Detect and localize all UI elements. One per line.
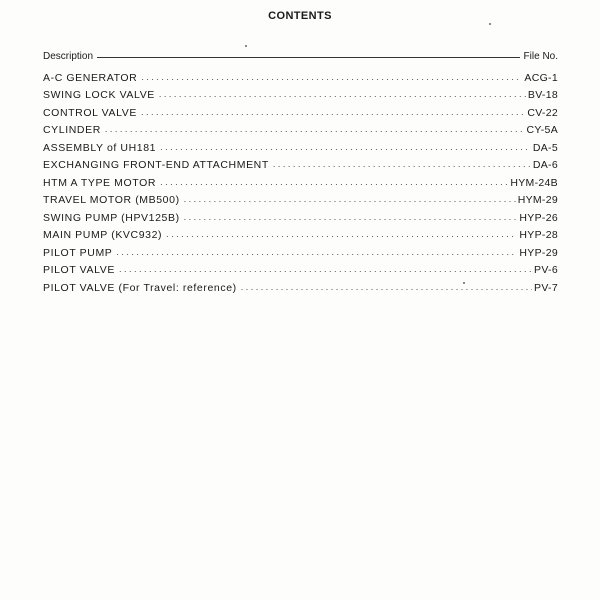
entry-name: PILOT VALVE (For Travel: reference) (43, 281, 237, 294)
dot-leader (105, 124, 525, 134)
dot-leader (160, 142, 531, 152)
entry-file-no: HYM-24B (510, 176, 558, 189)
toc-entry (43, 136, 558, 154)
page-title: CONTENTS (268, 10, 332, 22)
toc-entry (43, 276, 558, 294)
dot-leader (273, 159, 531, 169)
scan-speck (245, 45, 247, 47)
scan-speck (489, 23, 491, 25)
dot-leader (184, 194, 516, 204)
toc-list (43, 66, 558, 294)
entry-name: ASSEMBLY of UH181 (43, 141, 157, 154)
entry-file-no: DA-5 (532, 141, 558, 154)
entry-file-no: HYP-29 (519, 246, 558, 259)
entry-file-no: HYM-29 (517, 194, 558, 206)
entry-name: MAIN PUMP (KVC932) (43, 229, 163, 241)
entry-file-no: CV-22 (527, 106, 558, 119)
dot-leader (166, 229, 517, 239)
toc-entry (43, 154, 558, 172)
entry-name: CONTROL VALVE (43, 106, 137, 119)
entry-name: A-C GENERATOR (43, 71, 138, 84)
entry-file-no: PV-7 (534, 281, 558, 294)
toc-entry (43, 119, 558, 137)
entry-name: SWING LOCK VALVE (43, 89, 155, 101)
toc-entry (43, 171, 558, 189)
toc-entry (43, 189, 558, 207)
dot-leader (116, 247, 517, 257)
entry-file-no: CY-5A (526, 124, 558, 136)
file-no-header: File No. (523, 51, 558, 62)
entry-name: TRAVEL MOTOR (MB500) (43, 194, 180, 206)
toc-entry (43, 241, 558, 259)
entry-file-no: HYP-28 (519, 229, 558, 241)
dot-leader (160, 177, 508, 187)
entry-file-no: ACG-1 (524, 71, 558, 84)
entry-file-no: BV-18 (527, 89, 558, 101)
entry-name: PILOT PUMP (43, 246, 113, 259)
toc-entry (43, 206, 558, 224)
scan-speck (463, 282, 465, 284)
entry-name: SWING PUMP (HPV125B) (43, 211, 180, 224)
entry-file-no: HYP-26 (519, 211, 558, 224)
entry-file-no: PV-6 (534, 264, 558, 276)
dot-leader (141, 107, 525, 117)
dot-leader (159, 89, 526, 99)
toc-header (43, 51, 558, 62)
toc-entry (43, 224, 558, 242)
entry-file-no: DA-6 (532, 159, 558, 171)
entry-name: HTM A TYPE MOTOR (43, 176, 157, 189)
dot-leader (184, 212, 518, 222)
dot-leader (141, 72, 522, 82)
header-rule (97, 57, 520, 58)
entry-name: EXCHANGING FRONT-END ATTACHMENT (43, 159, 269, 171)
description-header: Description (43, 51, 94, 62)
entry-name: PILOT VALVE (43, 264, 115, 276)
dot-leader (241, 282, 532, 292)
toc-entry (43, 259, 558, 277)
toc-entry (43, 101, 558, 119)
entry-name: CYLINDER (43, 124, 101, 136)
dot-leader (119, 264, 532, 274)
toc-entry (43, 84, 558, 102)
toc-entry (43, 66, 558, 84)
